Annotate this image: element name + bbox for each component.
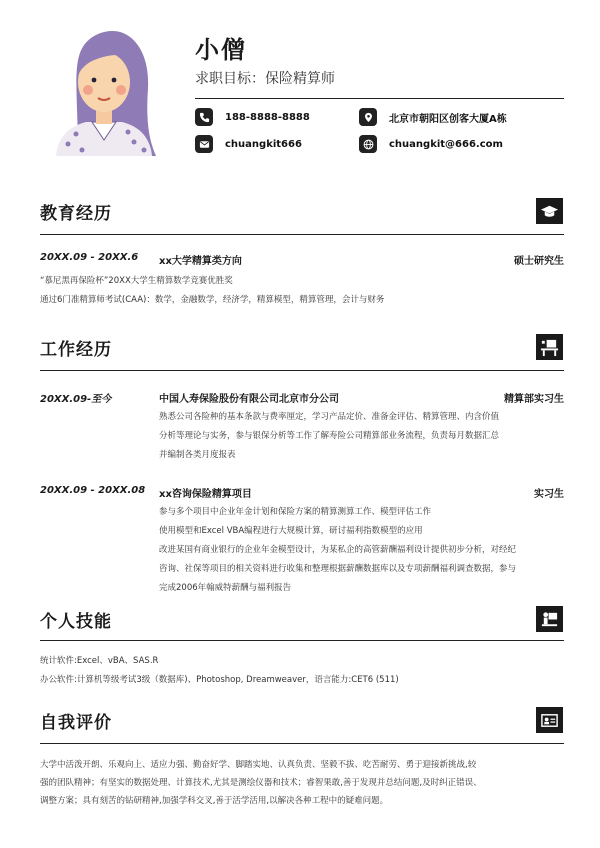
job2-role: 实习生 bbox=[534, 489, 564, 500]
education-award: “慕尼黑再保险杯”20XX大学生精算数学竞赛优胜奖 bbox=[40, 276, 233, 286]
self-eval-line: 大学中活泼开朗、乐观向上、适应力强、勤奋好学、脚踏实地、认真负责、坚毅不拔、吃苦耐劳、勇于迎接新挑战,较 bbox=[40, 760, 477, 770]
work-desk-icon bbox=[536, 334, 563, 360]
graduation-cap-icon bbox=[536, 198, 563, 224]
education-divider bbox=[40, 234, 564, 235]
job2-company: xx咨询保险精算项目 bbox=[159, 489, 252, 500]
self-eval-divider bbox=[40, 743, 564, 744]
job2-line: 咨询、社保等项目的相关资料进行收集和整理根据薪酬数据库以及专项薪酬福利调查数据，参与 bbox=[159, 564, 517, 574]
mail-icon bbox=[195, 135, 213, 153]
self-eval-line: 强的团队精神；有坚实的数据处理、计算技术,尤其是测绘仪器和技术；睿智果敢,善于发现并总结问题,及时纠正错误、 bbox=[40, 778, 482, 788]
self-eval-text bbox=[40, 756, 482, 810]
contact-email bbox=[359, 135, 503, 153]
address-text: 北京市朝阳区创客大厦A栋 bbox=[389, 113, 507, 125]
skills-details bbox=[40, 652, 399, 690]
job1-role: 精算部实习生 bbox=[504, 394, 564, 405]
skills-person-icon bbox=[536, 606, 563, 632]
wechat-text: chuangkit666 bbox=[225, 138, 302, 150]
job2-line: 完成2006年翰威特薪酬与福利报告 bbox=[159, 583, 292, 593]
job1-date: 20XX.09-至今 bbox=[40, 394, 112, 405]
self-eval-line: 调整方案；具有刻苦的钻研精神,加强学科交叉,善于活学活用,以解决各种工程中的疑难问题。 bbox=[40, 796, 389, 806]
education-exams: 通过6门准精算师考试(CAA)：数学，金融数学，经济学，精算模型，精算管理，会计与财务 bbox=[40, 295, 385, 305]
education-degree: 硕士研究生 bbox=[514, 256, 564, 267]
education-title: 教育经历 bbox=[40, 204, 112, 224]
contact-phone bbox=[195, 108, 310, 126]
skills-title: 个人技能 bbox=[40, 612, 112, 632]
contact-address bbox=[359, 108, 507, 126]
job2-line: 使用模型和Excel VBA编程进行大规模计算，研讨福利指数模型的应用 bbox=[159, 526, 423, 536]
job1-description bbox=[159, 408, 499, 465]
job1-company: 中国人寿保险股份有限公司北京市分公司 bbox=[159, 394, 339, 405]
job1-line: 并编制各类月度报表 bbox=[159, 450, 236, 460]
skills-office-software: 办公软件:计算机等级考试3级（数据库)、Photoshop, Dreamweaver，语言能力:CET6 (511) bbox=[40, 675, 399, 685]
job-objective: 求职目标：保险精算师 bbox=[195, 71, 335, 87]
job2-date: 20XX.09 - 20XX.08 bbox=[40, 485, 146, 496]
globe-icon bbox=[359, 135, 377, 153]
location-icon bbox=[359, 108, 377, 126]
skills-stats-software: 统计软件:Excel、vBA、SAS.R bbox=[40, 656, 159, 666]
education-date: 20XX.09 - 20XX.6 bbox=[40, 252, 139, 263]
candidate-name: 小僧 bbox=[195, 36, 247, 64]
education-school: xx大学精算类方向 bbox=[159, 256, 242, 267]
skills-divider bbox=[40, 640, 564, 641]
work-divider bbox=[40, 370, 564, 371]
header-divider bbox=[195, 98, 564, 99]
avatar bbox=[48, 18, 160, 156]
job2-description bbox=[159, 503, 516, 598]
self-eval-title: 自我评价 bbox=[40, 713, 112, 733]
job1-line: 分析等理论与实务，参与银保分析等工作了解寿险公司精算部业务流程，负责每月数据汇总 bbox=[159, 431, 500, 441]
email-text: chuangkit@666.com bbox=[389, 138, 503, 150]
contact-wechat bbox=[195, 135, 302, 153]
phone-icon bbox=[195, 108, 213, 126]
job1-line: 熟悉公司各险种的基本条款与费率厘定，学习产品定价、准备金评估、精算管理、内含价值 bbox=[159, 412, 500, 422]
education-details bbox=[40, 272, 384, 310]
id-card-icon bbox=[536, 707, 563, 733]
phone-number: 188-8888-8888 bbox=[225, 111, 310, 123]
work-title: 工作经历 bbox=[40, 340, 112, 360]
job2-line: 改进某国有商业银行的企业年金模型设计，为某私企的高管薪酬福利设计提供初步分析，对经纪 bbox=[159, 545, 517, 555]
job2-line: 参与多个项目中企业年金计划和保险方案的精算测算工作、模型评估工作 bbox=[159, 507, 432, 517]
